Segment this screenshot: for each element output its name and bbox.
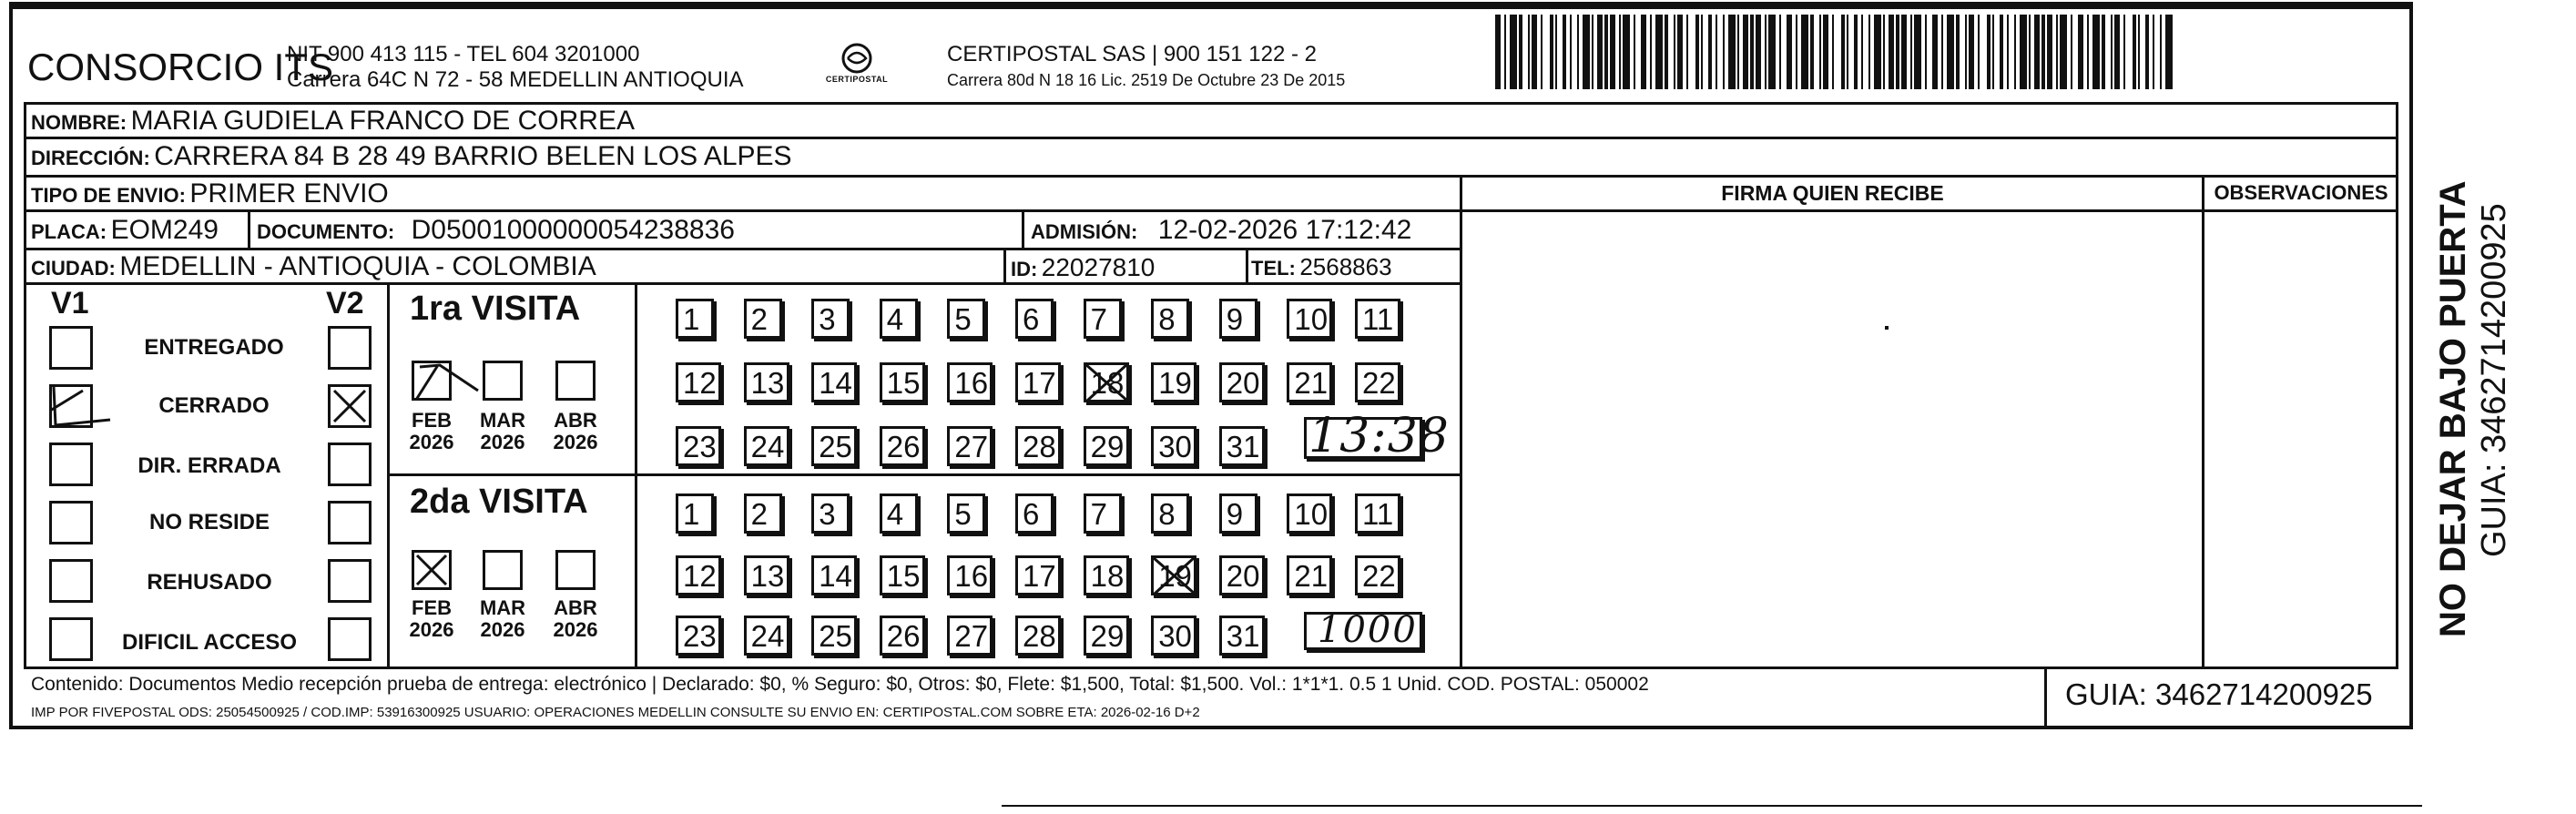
first-day-20[interactable]: 20 [1219, 362, 1265, 402]
second-day-29[interactable]: 29 [1084, 616, 1129, 656]
status-entregado: ENTREGADO [144, 335, 284, 360]
first-day-8[interactable]: 8 [1151, 299, 1189, 339]
admission-label: ADMISIÓN: [1031, 220, 1138, 243]
status-dir-errada: DIR. ERRADA [137, 453, 281, 478]
v1-no-reside-checkbox[interactable] [49, 501, 93, 544]
v2-entregado-checkbox[interactable] [328, 326, 372, 370]
second-day-6[interactable]: 6 [1015, 493, 1054, 534]
second-day-4[interactable]: 4 [880, 493, 918, 534]
second-day-27[interactable]: 27 [947, 616, 993, 656]
first-day-7[interactable]: 7 [1084, 299, 1122, 339]
first-day-27[interactable]: 27 [947, 426, 993, 466]
v1-cerrado-checkbox[interactable] [49, 384, 93, 428]
second-day-2[interactable]: 2 [744, 493, 782, 534]
second-visit-title: 2da VISITA [410, 483, 588, 521]
row-line-4 [24, 209, 2398, 212]
send-type-label: TIPO DE ENVIO: [31, 184, 186, 207]
x-mark-icon [1147, 552, 1202, 599]
first-day-23[interactable]: 23 [676, 426, 721, 466]
second-day-10[interactable]: 10 [1287, 493, 1332, 534]
first-abr-checkbox[interactable] [555, 361, 596, 401]
first-day-21[interactable]: 21 [1287, 362, 1332, 402]
document-row [257, 215, 735, 246]
first-day-11[interactable]: 11 [1355, 299, 1400, 339]
carrier-name: CERTIPOSTAL SAS | 900 151 122 - 2 [947, 42, 1317, 66]
first-day-9[interactable]: 9 [1219, 299, 1257, 339]
second-mar-checkbox[interactable] [483, 550, 523, 590]
first-day-17[interactable]: 17 [1015, 362, 1061, 402]
carrier-address: Carrera 80d N 18 16 Lic. 2519 De Octubre 23 De 2015 [947, 71, 1346, 89]
first-visit-title: 1ra VISITA [410, 290, 581, 328]
first-day-26[interactable]: 26 [880, 426, 925, 466]
second-day-16[interactable]: 16 [947, 555, 993, 595]
tel-value: 2568863 [1299, 253, 1392, 280]
second-day-3[interactable]: 3 [811, 493, 850, 534]
id-row [1011, 253, 1155, 282]
left-border [24, 102, 26, 666]
footer-guia: GUIA: 3462714200925 [2065, 677, 2373, 711]
second-day-11[interactable]: 11 [1355, 493, 1400, 534]
second-day-22[interactable]: 22 [1355, 555, 1400, 595]
tel-row [1251, 253, 1392, 281]
second-day-17[interactable]: 17 [1015, 555, 1061, 595]
address-row [31, 141, 792, 172]
first-mar-checkbox[interactable] [483, 361, 523, 401]
send-type-value: PRIMER ENVIO [189, 178, 389, 209]
barcode [1495, 15, 2178, 89]
first-day-12[interactable]: 12 [676, 362, 721, 402]
second-month-feb: FEB 2026 [409, 596, 454, 641]
second-day-12[interactable]: 12 [676, 555, 721, 595]
tel-divider [1246, 248, 1248, 282]
certipostal-logo-icon [824, 40, 890, 95]
v1-entregado-checkbox[interactable] [49, 326, 93, 370]
second-day-28[interactable]: 28 [1015, 616, 1061, 656]
document-value: D05001000000054238836 [411, 215, 735, 245]
second-day-18[interactable]: 18 [1084, 555, 1129, 595]
first-day-30[interactable]: 30 [1151, 426, 1196, 466]
second-day-7[interactable]: 7 [1084, 493, 1122, 534]
second-time-box [1304, 609, 1422, 651]
signature-header: FIRMA QUIEN RECIBE [1721, 181, 1944, 205]
company-address: Carrera 64C N 72 - 58 MEDELLIN ANTIOQUIA [287, 67, 744, 92]
first-day-2[interactable]: 2 [744, 299, 782, 339]
first-month-feb: FEB 2026 [409, 409, 454, 453]
v2-cerrado-checkbox[interactable] [328, 384, 372, 428]
plate-value: EOM249 [110, 215, 219, 245]
bottom-rule [1002, 805, 2422, 807]
admission-divider [1022, 209, 1024, 248]
second-day-20[interactable]: 20 [1219, 555, 1265, 595]
first-feb-checkbox[interactable] [412, 361, 452, 401]
second-day-1[interactable]: 1 [676, 493, 714, 534]
signature-left-border [1460, 175, 1462, 666]
first-day-25[interactable]: 25 [811, 426, 857, 466]
side-warning: NO DEJAR BAJO PUERTA [2433, 180, 2473, 637]
first-day-4[interactable]: 4 [880, 299, 918, 339]
second-day-15[interactable]: 15 [880, 555, 925, 595]
footer-imp: IMP POR FIVEPOSTAL ODS: 25054500925 / COD.IMP: 53916300925 USUARIO: OPERACIONES MEDELLIN CONSULTE SU ENVIO EN: CERTIPOSTAL.COM SOBRE ETA: 2026-02-16 D+2 [31, 705, 1200, 720]
plate-row [31, 215, 219, 246]
plate-label: PLACA: [31, 220, 107, 243]
second-day-9[interactable]: 9 [1219, 493, 1257, 534]
first-day-13[interactable]: 13 [744, 362, 789, 402]
city-label: CIUDAD: [31, 257, 116, 280]
v2-label: V2 [326, 286, 364, 321]
check-mark-icon [46, 383, 110, 425]
tel-label: TEL: [1251, 257, 1296, 280]
name-value: MARIA GUDIELA FRANCO DE CORREA [130, 106, 635, 136]
v1-dificil-acceso-checkbox[interactable] [49, 617, 93, 661]
name-row [31, 106, 635, 137]
first-day-14[interactable]: 14 [811, 362, 857, 402]
plate-divider [248, 209, 250, 248]
second-day-21[interactable]: 21 [1287, 555, 1332, 595]
second-day-19[interactable]: 19 [1151, 555, 1196, 595]
status-dificil-acceso: DIFICIL ACCESO [121, 630, 297, 655]
first-day-5[interactable]: 5 [947, 299, 985, 339]
footer-top-line [24, 666, 2398, 669]
x-mark-icon [414, 553, 449, 587]
second-day-30[interactable]: 30 [1151, 616, 1196, 656]
second-month-mar: MAR 2026 [479, 596, 526, 641]
first-day-28[interactable]: 28 [1015, 426, 1061, 466]
address-value: CARRERA 84 B 28 49 BARRIO BELEN LOS ALPES [154, 141, 792, 171]
v2-no-reside-checkbox[interactable] [328, 501, 372, 544]
admission-value: 12-02-2026 17:12:42 [1157, 215, 1412, 245]
first-time-value: 13:38 [1308, 409, 1450, 463]
first-day-31[interactable]: 31 [1219, 426, 1265, 466]
second-day-25[interactable]: 25 [811, 616, 857, 656]
second-month-abr: ABR 2026 [553, 596, 598, 641]
name-label: NOMBRE: [31, 111, 127, 134]
city-value: MEDELLIN - ANTIOQUIA - COLOMBIA [119, 251, 596, 281]
id-label: ID: [1011, 258, 1038, 280]
first-day-6[interactable]: 6 [1015, 299, 1054, 339]
document-label: DOCUMENTO: [257, 220, 395, 243]
second-day-26[interactable]: 26 [880, 616, 925, 656]
dot-mark [1885, 326, 1889, 330]
id-divider [1003, 248, 1006, 282]
first-day-1[interactable]: 1 [676, 299, 714, 339]
first-day-16[interactable]: 16 [947, 362, 993, 402]
v2-dificil-acceso-checkbox[interactable] [328, 617, 372, 661]
second-day-31[interactable]: 31 [1219, 616, 1265, 656]
admission-row [1031, 215, 1411, 246]
second-abr-checkbox[interactable] [555, 550, 596, 590]
footer-contents: Contenido: Documentos Medio recepción prueba de entrega: electrónico | Declarado: $0, % Seguro: $0, Otros: $0, Flete: $1,500, Total: $1,500. Vol.: 1*1*1. 0.5 1 Unid. COD. POSTAL: 050002 [31, 674, 1649, 695]
second-day-23[interactable]: 23 [676, 616, 721, 656]
v2-dir-errada-checkbox[interactable] [328, 443, 372, 486]
first-day-19[interactable]: 19 [1151, 362, 1196, 402]
company-name: CONSORCIO ITS [27, 46, 334, 88]
v1-label: V1 [51, 286, 89, 321]
visits-mid-line [387, 473, 1461, 476]
id-value: 22027810 [1041, 253, 1156, 281]
first-day-18[interactable]: 18 [1084, 362, 1129, 402]
second-day-8[interactable]: 8 [1151, 493, 1189, 534]
first-day-3[interactable]: 3 [811, 299, 850, 339]
first-day-15[interactable]: 15 [880, 362, 925, 402]
footer-guia-divider [2044, 666, 2047, 727]
row-line-1 [24, 102, 2398, 105]
first-day-10[interactable]: 10 [1287, 299, 1332, 339]
row-line-3 [24, 175, 2398, 178]
v1-dir-errada-checkbox[interactable] [49, 443, 93, 486]
status-rehusado: REHUSADO [147, 570, 272, 595]
second-feb-checkbox[interactable] [412, 550, 452, 590]
side-guia: GUIA: 3462714200925 [2475, 203, 2513, 557]
x-mark-icon [1080, 359, 1135, 406]
first-day-22[interactable]: 22 [1355, 362, 1400, 402]
second-day-5[interactable]: 5 [947, 493, 985, 534]
first-month-mar: MAR 2026 [479, 409, 526, 453]
company-nit-tel: NIT 900 413 115 - TEL 604 3201000 [287, 42, 640, 66]
row-line-2 [24, 137, 2398, 139]
second-time-value: 1000 [1318, 609, 1418, 651]
v2-rehusado-checkbox[interactable] [328, 559, 372, 603]
send-type-row [31, 178, 389, 209]
x-mark-icon [331, 387, 369, 425]
first-month-abr: ABR 2026 [553, 409, 598, 453]
first-time-box [1304, 409, 1450, 463]
second-day-14[interactable]: 14 [811, 555, 857, 595]
city-row [31, 251, 596, 282]
v1-rehusado-checkbox[interactable] [49, 559, 93, 603]
row-line-6 [24, 282, 1462, 285]
observations-header: OBSERVACIONES [2214, 181, 2388, 204]
status-no-reside: NO RESIDE [148, 510, 270, 534]
status-cerrado: CERRADO [158, 393, 270, 418]
check-mark-icon [414, 358, 487, 403]
address-label: DIRECCIÓN: [31, 147, 150, 169]
second-day-13[interactable]: 13 [744, 555, 789, 595]
first-day-24[interactable]: 24 [744, 426, 789, 466]
frame-top-thick [9, 2, 2413, 7]
logo-text: CERTIPOSTAL [825, 75, 889, 84]
first-day-29[interactable]: 29 [1084, 426, 1129, 466]
observations-left-border [2202, 175, 2204, 666]
second-day-24[interactable]: 24 [744, 616, 789, 656]
